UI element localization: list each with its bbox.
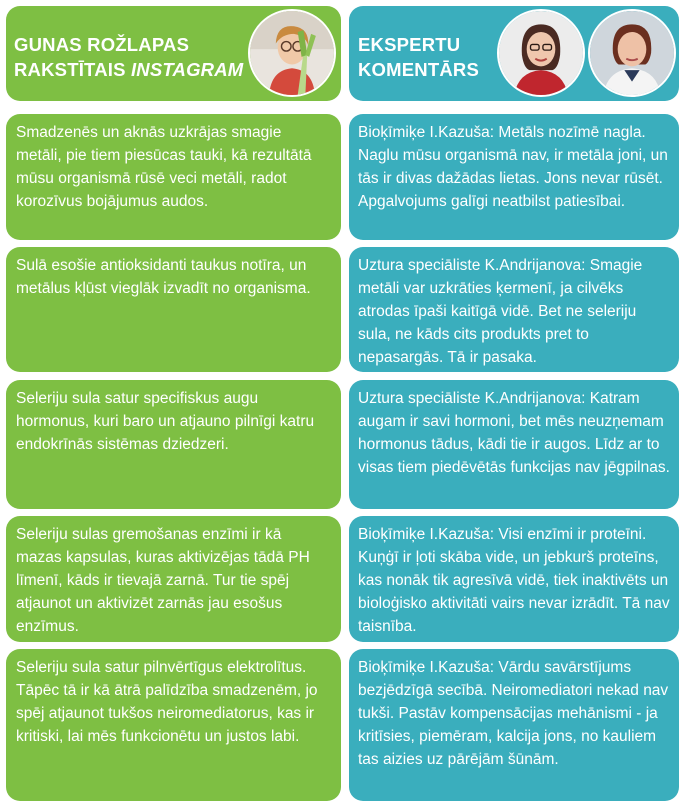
header-right-title bbox=[358, 32, 479, 82]
claim-text: Smadzenēs un aknās uzkrājas smagie metāli, pie tiem piesūcas tauki, kā rezultātā mūsu organismā rūsē veci metāli, radot korozīvus bojājumus audos. bbox=[16, 124, 312, 210]
header-left-title bbox=[14, 32, 243, 82]
header-right-line2: KOMENTĀRS bbox=[358, 59, 480, 80]
claim-text: Seleriju sula satur specifiskus augu hormonus, kuri baro un atjauno pilnīgi katru endokrīnās sistēmas dziedzeri. bbox=[16, 390, 315, 453]
header-left-line2: RAKSTĪTAIS INSTAGRAM bbox=[14, 59, 244, 80]
claim-cell bbox=[6, 114, 341, 240]
person-with-celery-avatar bbox=[248, 9, 336, 97]
expert-woman-avatar bbox=[497, 9, 585, 97]
header-right-line1: EKSPERTU bbox=[358, 34, 461, 55]
instagram-label: INSTAGRAM bbox=[130, 59, 244, 80]
claim-cell bbox=[6, 380, 341, 509]
comment-text: Bioķīmiķe I.Kazuša: Metāls nozīmē nagla. Naglu mūsu organismā nav, ir metāla joni, un tās ir divas dažādas lietas. Jons nevar rūsēt. Apgalvojums galīgi neatbilst patiesībai. bbox=[358, 124, 668, 210]
comment-text: Uztura speciāliste K.Andrijanova: Katram augam ir savi hormoni, bet mēs neuzņemam hormonus tādus, kādi tie ir augos. Līdz ar to visas tiem piedēvētās funkcijas nav jēgpilnas. bbox=[358, 390, 670, 476]
claim-text: Seleriju sulas gremošanas enzīmi ir kā mazas kapsulas, kuras aktivizējas tādā PH līmenī, kāds ir tievajā zarnā. Tur tie spēj atjaunot un aktivizēt zarnās jau esošus enzīmus. bbox=[16, 526, 310, 635]
comment-cell bbox=[349, 516, 679, 642]
claim-text: Seleriju sula satur pilnvērtīgus elektrolītus. Tāpēc tā ir kā ātrā palīdzība smadzenēm, jo spēj atjaunot tukšos neiromediatorus, kas ir kritiski, lai mēs funkcionētu un justos labi. bbox=[16, 659, 318, 745]
claim-cell bbox=[6, 516, 341, 642]
comment-cell bbox=[349, 247, 679, 372]
comment-text: Uztura speciāliste K.Andrijanova: Smagie metāli var uzkrāties ķermenī, ja cilvēks atrodas īpaši kaitīgā vidē. Bet ne seleriju sula, ne kāds cits produkts pret to nepasargās. Tā ir pasaka. bbox=[358, 257, 643, 366]
claim-text: Sulā esošie antioksidanti taukus notīra, un metālus kļūst vieglāk izvadīt no organisma. bbox=[16, 257, 311, 297]
comment-text: Bioķīmiķe I.Kazuša: Vārdu savārstījums bezjēdzīgā secībā. Neiromediatori nekad nav tukši. Pastāv kompensācijas mehānismi - ja kritīsies, piemēram, kalcija jons, no kauliem tas aizies uz pārējām šūnām. bbox=[358, 659, 669, 768]
claim-cell bbox=[6, 247, 341, 372]
comment-cell bbox=[349, 380, 679, 509]
comment-text: Bioķīmiķe I.Kazuša: Visi enzīmi ir proteīni. Kuņģī ir ļoti skāba vide, un jebkurš proteīns, kas nonāk tik agresīvā vidē, tiek inaktivēts un bioloģisko aktivitāti vairs nevar izrādīt. Tā nav taisnība. bbox=[358, 526, 670, 635]
header-left-line1: GUNAS ROŽLAPAS bbox=[14, 34, 190, 55]
claim-cell bbox=[6, 649, 341, 801]
expert-woman-avatar bbox=[588, 9, 676, 97]
comment-cell bbox=[349, 114, 679, 240]
comment-cell bbox=[349, 649, 679, 801]
